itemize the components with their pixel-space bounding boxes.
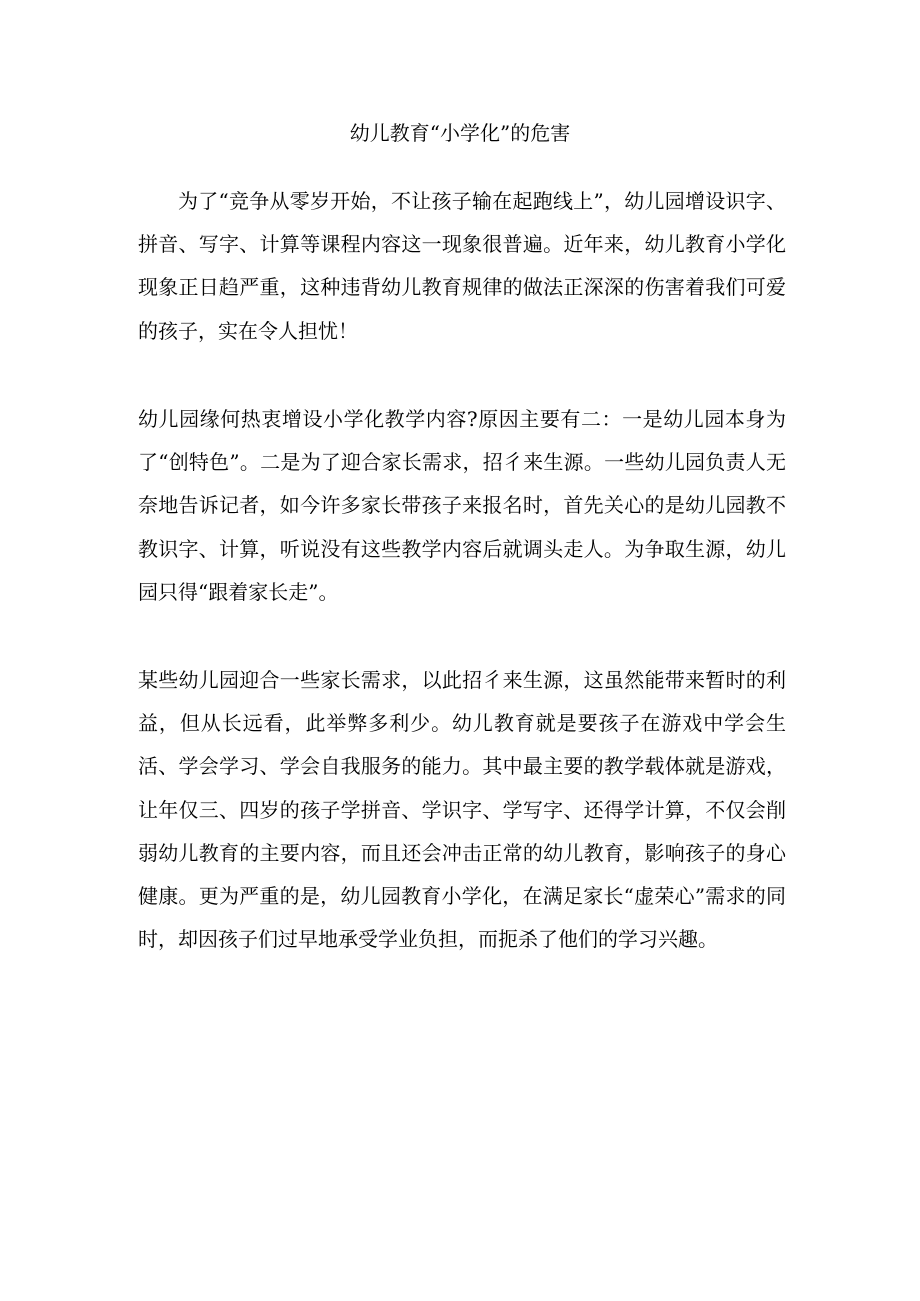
paragraph-3: 某些幼儿园迎合一些家长需求，以此招彳来生源，这虽然能带来暂时的利益，但从长远看，此举弊多利少。幼儿教育就是要孩子在游戏中学会生活、学会学习、学会自我服务的能力。其中最主要的教学载体就是游戏，让年仅三、四岁的孩子学拼音、学识字、学写字、还得学计算，不仅会削弱幼儿教育的主要内容，而且还会冲击正常的幼儿教育，影响孩子的身心健康。更为严重的是，幼儿园教育小学化，在满足家长“虚荣心”需求的同时，却因孩子们过早地承受学业负担，而扼杀了他们的学习兴趣。 bbox=[138, 668, 786, 952]
paragraph-2: 幼儿园缘何热衷增设小学化教学内容?原因主要有二：一是幼儿园本身为了“创特色”。二是为了迎合家长需求，招彳来生源。一些幼儿园负责人无奈地告诉记者，如今许多家长带孩子来报名时，首先关心的是幼儿园教不教识字、计算，听说没有这些教学内容后就调头走人。为争取生源，幼儿园只得“跟着家长走”。 bbox=[138, 407, 786, 604]
paragraph-1: 为了“竞争从零岁开始，不让孩子输在起跑线上”，幼儿园增设识字、拼音、写字、计算等课程内容这一现象很普遍。近年来，幼儿教育小学化现象正日趋严重，这种违背幼儿教育规律的做法正深深的伤害着我们可爱的孩子，实在令人担忧！ bbox=[138, 189, 786, 343]
document-title: 幼儿教育“小学化”的危害 bbox=[349, 121, 571, 145]
